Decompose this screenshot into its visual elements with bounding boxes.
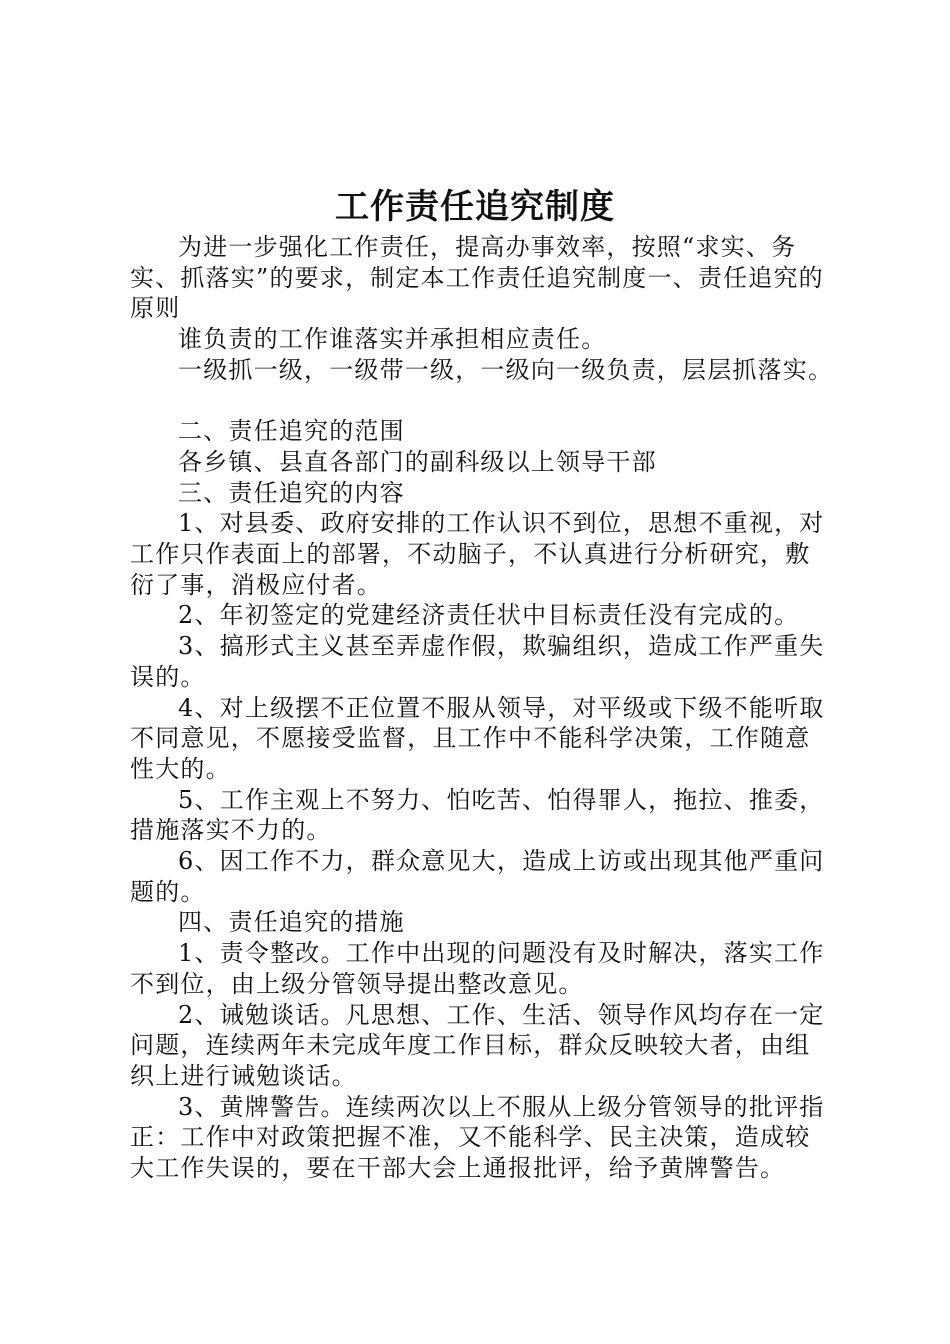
content-item-2: 2、年初签定的党建经济责任状中目标责任没有完成的。 bbox=[178, 601, 800, 630]
paragraph-principle-1: 谁负责的工作谁落实并承担相应责任。 bbox=[178, 325, 607, 354]
measure-item-1: 1、责令整改。工作中出现的问题没有及时解决，落实工作不到位，由上级分管领导提出整改意见。 bbox=[130, 939, 825, 998]
content-item-6: 6、因工作不力，群众意见大，造成上访或出现其他严重问题的。 bbox=[130, 847, 825, 906]
paragraph-principle-2: 一级抓一级，一级带一级，一级向一级负责，层层抓落实。 bbox=[178, 355, 834, 384]
measure-item-3: 3、黄牌警告。连续两次以上不服从上级分管领导的批评指正：工作中对政策把握不准，又不能科学、民主决策，造成较大工作失误的，要在干部大会上通报批评，给予黄牌警告。 bbox=[130, 1092, 825, 1183]
section-heading-scope: 二、责任追究的范围 bbox=[178, 417, 405, 446]
paragraph-intro: 为进一步强化工作责任，提高办事效率，按照“求实、务实、抓落实”的要求，制定本工作责任追究制度一、责任追究的原则 bbox=[130, 233, 824, 323]
blank-line bbox=[130, 386, 830, 417]
content-item-4: 4、对上级摆不正位置不服从领导，对平级或下级不能听取不同意见，不愿接受监督，且工作中不能科学决策，工作随意性大的。 bbox=[130, 693, 825, 783]
content-item-3: 3、搞形式主义甚至弄虚作假，欺骗组织，造成工作严重失误的。 bbox=[130, 632, 825, 691]
content-item-5: 5、工作主观上不努力、怕吃苦、怕得罪人，拖拉、推委，措施落实不力的。 bbox=[130, 785, 825, 845]
paragraph-scope: 各乡镇、县直各部门的副科级以上领导干部 bbox=[178, 447, 657, 476]
document-body bbox=[130, 232, 834, 1184]
document-title: 工作责任追究制度 bbox=[335, 187, 615, 227]
section-heading-content: 三、责任追究的内容 bbox=[178, 478, 405, 507]
content-item-1: 1、对县委、政府安排的工作认识不到位，思想不重视，对工作只作表面上的部署，不动脑子，不认真进行分析研究，敷衍了事，消极应付者。 bbox=[130, 509, 825, 599]
measure-item-2: 2、诫勉谈话。凡思想、工作、生活、领导作风均存在一定问题，连续两年未完成年度工作目标，群众反映较大者，由组织上进行诫勉谈话。 bbox=[130, 1000, 825, 1090]
section-heading-measures: 四、责任追究的措施 bbox=[178, 908, 405, 937]
